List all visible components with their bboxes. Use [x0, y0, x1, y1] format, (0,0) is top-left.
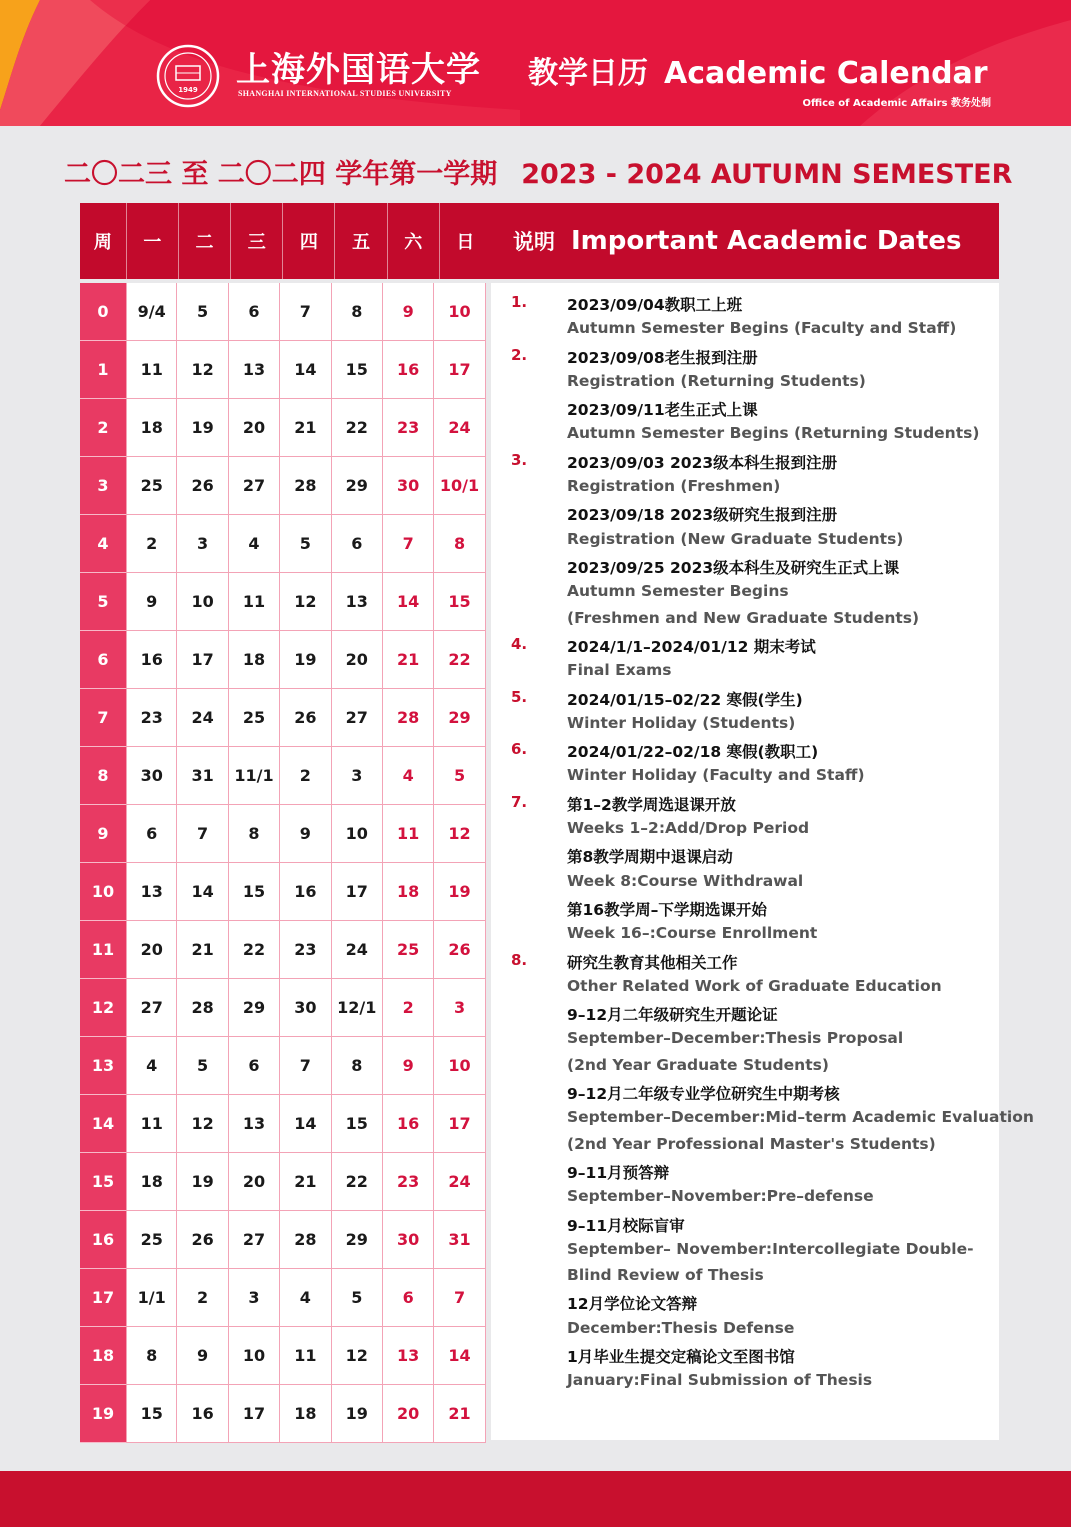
day-cell: 11: [229, 573, 280, 631]
day-cell: 15: [332, 341, 383, 399]
weekend-day-cell: 22: [434, 631, 485, 689]
date-line-en: (Freshmen and New Graduate Students): [567, 608, 920, 627]
date-line-cn: 12月学位论文答辩: [567, 1295, 698, 1314]
day-cell: 18: [126, 399, 177, 457]
day-cell: 14: [177, 863, 228, 921]
day-cell: 21: [177, 921, 228, 979]
day-cell: 18: [280, 1385, 331, 1443]
week-number: 7: [80, 689, 126, 747]
date-line-cn: 9–12月二年级研究生开题论证: [567, 1006, 778, 1025]
day-cell: 25: [126, 457, 177, 515]
date-line-en: January:Final Submission of Thesis: [567, 1371, 873, 1390]
dates-header: [491, 203, 999, 279]
weekend-day-cell: 18: [383, 863, 434, 921]
date-line-cn: 第1–2教学周选退课开放: [567, 795, 736, 814]
day-cell: 16: [126, 631, 177, 689]
office-credit: Office of Academic Affairs 教务处制: [802, 98, 991, 109]
week-number: 3: [80, 457, 126, 515]
weekend-day-cell: 16: [383, 341, 434, 399]
week-number: 5: [80, 573, 126, 631]
day-cell: 29: [332, 457, 383, 515]
weekend-day-cell: 23: [383, 1153, 434, 1211]
day-cell: 20: [229, 399, 280, 457]
day-cell: 22: [332, 399, 383, 457]
date-line-en: Week 8:Course Withdrawal: [567, 871, 804, 890]
day-cell: 20: [229, 1153, 280, 1211]
week-row: [80, 1153, 491, 1211]
university-name-en: SHANGHAI INTERNATIONAL STUDIES UNIVERSITY: [238, 89, 452, 98]
week-row: [80, 1211, 491, 1269]
week-number: 2: [80, 399, 126, 457]
weekend-day-cell: 4: [383, 747, 434, 805]
date-line-en: September–December:Mid–term Academic Evaluation: [567, 1108, 1034, 1127]
day-cell: 7: [280, 283, 331, 341]
date-line-en: Winter Holiday (Students): [567, 713, 796, 732]
week-number: 4: [80, 515, 126, 573]
week-number: 11: [80, 921, 126, 979]
day-cell: 28: [280, 457, 331, 515]
day-cell: 27: [229, 1211, 280, 1269]
week-number: 19: [80, 1385, 126, 1443]
header-banner: [0, 0, 1071, 126]
week-number: 1: [80, 341, 126, 399]
day-cell: 9/4: [126, 283, 177, 341]
weekend-day-cell: 17: [434, 1095, 485, 1153]
day-cell: 3: [229, 1269, 280, 1327]
date-line-cn: 2023/09/18 2023级研究生报到注册: [567, 506, 838, 525]
weekend-day-cell: 28: [383, 689, 434, 747]
day-cell: 17: [177, 631, 228, 689]
week-row: [80, 283, 491, 341]
weekend-day-cell: 29: [434, 689, 485, 747]
weekend-day-cell: 26: [434, 921, 485, 979]
calendar-title-cn: 教学日历: [528, 56, 648, 91]
date-line-en: Other Related Work of Graduate Education: [567, 976, 942, 995]
day-cell: 12: [332, 1327, 383, 1385]
day-cell: 9: [126, 573, 177, 631]
weekend-day-cell: 10/1: [434, 457, 485, 515]
date-line-cn: 2024/01/22–02/18 寒假(教职工): [567, 743, 819, 762]
date-line-en: Week 16–:Course Enrollment: [567, 924, 818, 943]
date-line-en: Weeks 1–2:Add/Drop Period: [567, 818, 810, 837]
day-cell: 9: [177, 1327, 228, 1385]
day-cell: 23: [280, 921, 331, 979]
weekend-day-cell: 8: [434, 515, 485, 573]
week-number: 14: [80, 1095, 126, 1153]
item-number: 4.: [511, 634, 528, 653]
date-line-en: Autumn Semester Begins (Faculty and Staff): [567, 319, 957, 338]
weekend-day-cell: 30: [383, 1211, 434, 1269]
day-cell: 22: [229, 921, 280, 979]
date-line-en: Blind Review of Thesis: [567, 1266, 764, 1285]
week-row: [80, 1037, 491, 1095]
date-line-cn: 2023/09/08老生报到注册: [567, 348, 758, 367]
item-number: 1.: [511, 293, 528, 311]
week-number: 15: [80, 1153, 126, 1211]
day-cell: 18: [126, 1153, 177, 1211]
day-cell: 5: [177, 283, 228, 341]
day-cell: 22: [332, 1153, 383, 1211]
weekend-day-cell: 11: [383, 805, 434, 863]
day-cell: 24: [332, 921, 383, 979]
footer-bar: [0, 1471, 1071, 1527]
date-line-cn: 第8教学周期中退课启动: [567, 848, 733, 867]
day-cell: 29: [332, 1211, 383, 1269]
date-line-cn: 2023/09/04教职工上班: [567, 296, 743, 314]
date-line-en: September–November:Pre–defense: [567, 1187, 874, 1206]
weekday-header: 六: [388, 203, 440, 279]
item-number: 3.: [511, 450, 528, 469]
weekend-day-cell: 3: [434, 979, 485, 1037]
day-cell: 4: [229, 515, 280, 573]
weekend-day-cell: 13: [383, 1327, 434, 1385]
day-cell: 6: [229, 1037, 280, 1095]
week-number: 12: [80, 979, 126, 1037]
dates-title-en: Important Academic Dates: [571, 226, 962, 256]
day-cell: 11: [280, 1327, 331, 1385]
day-cell: 12: [177, 1095, 228, 1153]
day-cell: 4: [126, 1037, 177, 1095]
university-seal-icon: [156, 44, 220, 108]
day-cell: 6: [332, 515, 383, 573]
day-cell: 19: [177, 399, 228, 457]
date-line-en: Final Exams: [567, 661, 672, 680]
weekday-header: 日: [456, 232, 475, 253]
week-number: 16: [80, 1211, 126, 1269]
day-cell: 20: [126, 921, 177, 979]
day-cell: 14: [280, 1095, 331, 1153]
calendar-title-en: Academic Calendar: [664, 56, 988, 91]
weekend-day-cell: 14: [383, 573, 434, 631]
day-cell: 8: [126, 1327, 177, 1385]
item-number: 2.: [511, 345, 528, 364]
day-cell: 18: [229, 631, 280, 689]
weekend-day-cell: 9: [383, 283, 434, 341]
weekend-day-cell: 7: [383, 515, 434, 573]
weekend-day-cell: 25: [383, 921, 434, 979]
weekend-day-cell: 10: [434, 283, 485, 341]
day-cell: 25: [229, 689, 280, 747]
date-line-en: Autumn Semester Begins: [567, 582, 789, 601]
day-cell: 13: [126, 863, 177, 921]
date-line-cn: 9–11月预答辩: [567, 1163, 670, 1182]
semester-title-cn: 二〇二三 至 二〇二四 学年第一学期: [64, 159, 498, 190]
weekend-day-cell: 14: [434, 1327, 485, 1385]
weekend-day-cell: 19: [434, 863, 485, 921]
day-cell: 27: [229, 457, 280, 515]
day-cell: 8: [332, 1037, 383, 1095]
day-cell: 11/1: [229, 747, 280, 805]
weekend-day-cell: 5: [434, 747, 485, 805]
week-row: [80, 341, 491, 399]
date-line-en: Winter Holiday (Faculty and Staff): [567, 766, 865, 785]
weekend-day-cell: 7: [434, 1269, 485, 1327]
week-row: [80, 515, 491, 573]
date-line-cn: 第16教学周–下学期选课开始: [567, 900, 767, 919]
date-line-en: (2nd Year Graduate Students): [567, 1055, 829, 1074]
day-cell: 3: [332, 747, 383, 805]
day-cell: 29: [229, 979, 280, 1037]
week-row: [80, 573, 491, 631]
day-cell: 21: [280, 399, 331, 457]
date-line-cn: 2024/01/15–02/22 寒假(学生): [567, 690, 803, 709]
university-name-cn: 上海外国语大学: [236, 50, 481, 90]
weekend-day-cell: 12: [434, 805, 485, 863]
week-number: 8: [80, 747, 126, 805]
day-cell: 6: [229, 283, 280, 341]
weekend-day-cell: 21: [383, 631, 434, 689]
week-number: 18: [80, 1327, 126, 1385]
week-row: [80, 399, 491, 457]
dates-panel: [491, 283, 1034, 1440]
day-cell: 10: [229, 1327, 280, 1385]
day-cell: 17: [332, 863, 383, 921]
day-cell: 26: [177, 457, 228, 515]
date-line-cn: 2023/09/11老生正式上课: [567, 401, 758, 420]
day-cell: 1/1: [126, 1269, 177, 1327]
weekend-day-cell: 15: [434, 573, 485, 631]
day-cell: 10: [332, 805, 383, 863]
day-cell: 19: [280, 631, 331, 689]
day-cell: 27: [126, 979, 177, 1037]
week-number: 0: [80, 283, 126, 341]
day-cell: 12: [280, 573, 331, 631]
item-number: 8.: [511, 950, 528, 969]
day-cell: 28: [177, 979, 228, 1037]
week-row: [80, 631, 491, 689]
date-line-cn: 2023/09/25 2023级本科生及研究生正式上课: [567, 558, 900, 577]
date-line-en: (2nd Year Professional Master's Students): [567, 1134, 936, 1153]
day-cell: 15: [332, 1095, 383, 1153]
day-cell: 14: [280, 341, 331, 399]
week-column-header: 周: [80, 203, 127, 279]
day-cell: 19: [332, 1385, 383, 1443]
day-cell: 23: [126, 689, 177, 747]
semester-title: [64, 152, 1012, 191]
weekend-day-cell: 9: [383, 1037, 434, 1095]
weekday-header: 二: [179, 203, 231, 279]
weekend-day-cell: 24: [434, 1153, 485, 1211]
week-number: 10: [80, 863, 126, 921]
calendar-grid: [80, 203, 491, 1443]
day-cell: 8: [332, 283, 383, 341]
day-cell: 5: [280, 515, 331, 573]
date-line-en: December:Thesis Defense: [567, 1318, 795, 1337]
seal-year: 1949: [178, 86, 198, 94]
week-row: [80, 1385, 491, 1443]
day-cell: 3: [177, 515, 228, 573]
weekend-day-cell: 21: [434, 1385, 485, 1443]
date-line-en: September–December:Thesis Proposal: [567, 1029, 904, 1048]
day-cell: 8: [229, 805, 280, 863]
week-row: [80, 979, 491, 1037]
weekend-day-cell: 6: [383, 1269, 434, 1327]
date-line-en: Registration (New Graduate Students): [567, 529, 904, 548]
day-cell: 2: [126, 515, 177, 573]
day-cell: 26: [177, 1211, 228, 1269]
week-number: 9: [80, 805, 126, 863]
date-line-cn: 研究生教育其他相关工作: [567, 953, 738, 972]
weekend-day-cell: 16: [383, 1095, 434, 1153]
day-cell: 2: [177, 1269, 228, 1327]
day-cell: 20: [332, 631, 383, 689]
day-cell: 30: [126, 747, 177, 805]
day-cell: 19: [177, 1153, 228, 1211]
weekend-day-cell: 10: [434, 1037, 485, 1095]
day-cell: 25: [126, 1211, 177, 1269]
date-line-en: Registration (Freshmen): [567, 477, 781, 496]
day-cell: 11: [126, 341, 177, 399]
date-line-cn: 1月毕业生提交定稿论文至图书馆: [567, 1348, 795, 1366]
weekend-day-cell: 24: [434, 399, 485, 457]
day-cell: 26: [280, 689, 331, 747]
week-row: [80, 1095, 491, 1153]
week-row: [80, 457, 491, 515]
day-cell: 6: [126, 805, 177, 863]
week-row: [80, 1269, 491, 1327]
semester-title-en: 2023 - 2024 AUTUMN SEMESTER: [521, 159, 1013, 190]
day-cell: 30: [280, 979, 331, 1037]
day-cell: 12/1: [332, 979, 383, 1037]
item-number: 5.: [511, 687, 528, 706]
day-cell: 13: [332, 573, 383, 631]
dates-title-cn: 说明: [513, 230, 555, 254]
weekday-header: 五: [335, 203, 387, 279]
day-cell: 11: [126, 1095, 177, 1153]
week-number: 17: [80, 1269, 126, 1327]
week-row: [80, 747, 491, 805]
week-number: 6: [80, 631, 126, 689]
day-cell: 5: [177, 1037, 228, 1095]
weekend-day-cell: 23: [383, 399, 434, 457]
date-line-en: Autumn Semester Begins (Returning Students): [567, 424, 980, 443]
weekend-day-cell: 17: [434, 341, 485, 399]
day-cell: 9: [280, 805, 331, 863]
calendar-title: [528, 48, 988, 92]
date-line-cn: 2023/09/03 2023级本科生报到注册: [567, 453, 838, 472]
day-cell: 7: [280, 1037, 331, 1095]
day-cell: 7: [177, 805, 228, 863]
date-line-cn: 9–12月二年级专业学位研究生中期考核: [567, 1085, 840, 1103]
day-cell: 24: [177, 689, 228, 747]
calendar-header-row: [80, 203, 491, 279]
date-line-en: Registration (Returning Students): [567, 371, 866, 390]
weekday-header: 三: [231, 203, 283, 279]
weekday-header: 四: [283, 203, 335, 279]
week-row: [80, 689, 491, 747]
day-cell: 16: [177, 1385, 228, 1443]
weekend-day-cell: 20: [383, 1385, 434, 1443]
week-row: [80, 805, 491, 863]
week-row: [80, 1327, 491, 1385]
day-cell: 13: [229, 341, 280, 399]
date-line-cn: 9–11月校际盲审: [567, 1216, 685, 1235]
day-cell: 28: [280, 1211, 331, 1269]
week-row: [80, 921, 491, 979]
day-cell: 12: [177, 341, 228, 399]
day-cell: 4: [280, 1269, 331, 1327]
day-cell: 2: [280, 747, 331, 805]
day-cell: 15: [229, 863, 280, 921]
day-cell: 31: [177, 747, 228, 805]
weekend-day-cell: 2: [383, 979, 434, 1037]
week-row: [80, 863, 491, 921]
calendar-body: [80, 283, 491, 1443]
day-cell: 5: [332, 1269, 383, 1327]
weekday-header: 一: [127, 203, 179, 279]
day-cell: 13: [229, 1095, 280, 1153]
day-cell: 10: [177, 573, 228, 631]
day-cell: 17: [229, 1385, 280, 1443]
day-cell: 15: [126, 1385, 177, 1443]
date-line-cn: 2024/1/1–2024/01/12 期末考试: [567, 637, 816, 656]
date-line-en: September– November:Intercollegiate Double-: [567, 1239, 974, 1258]
item-number: 7.: [511, 792, 528, 811]
day-cell: 16: [280, 863, 331, 921]
week-number: 13: [80, 1037, 126, 1095]
weekend-day-cell: 31: [434, 1211, 485, 1269]
day-cell: 27: [332, 689, 383, 747]
day-cell: 21: [280, 1153, 331, 1211]
weekend-day-cell: 30: [383, 457, 434, 515]
item-number: 6.: [511, 740, 528, 759]
